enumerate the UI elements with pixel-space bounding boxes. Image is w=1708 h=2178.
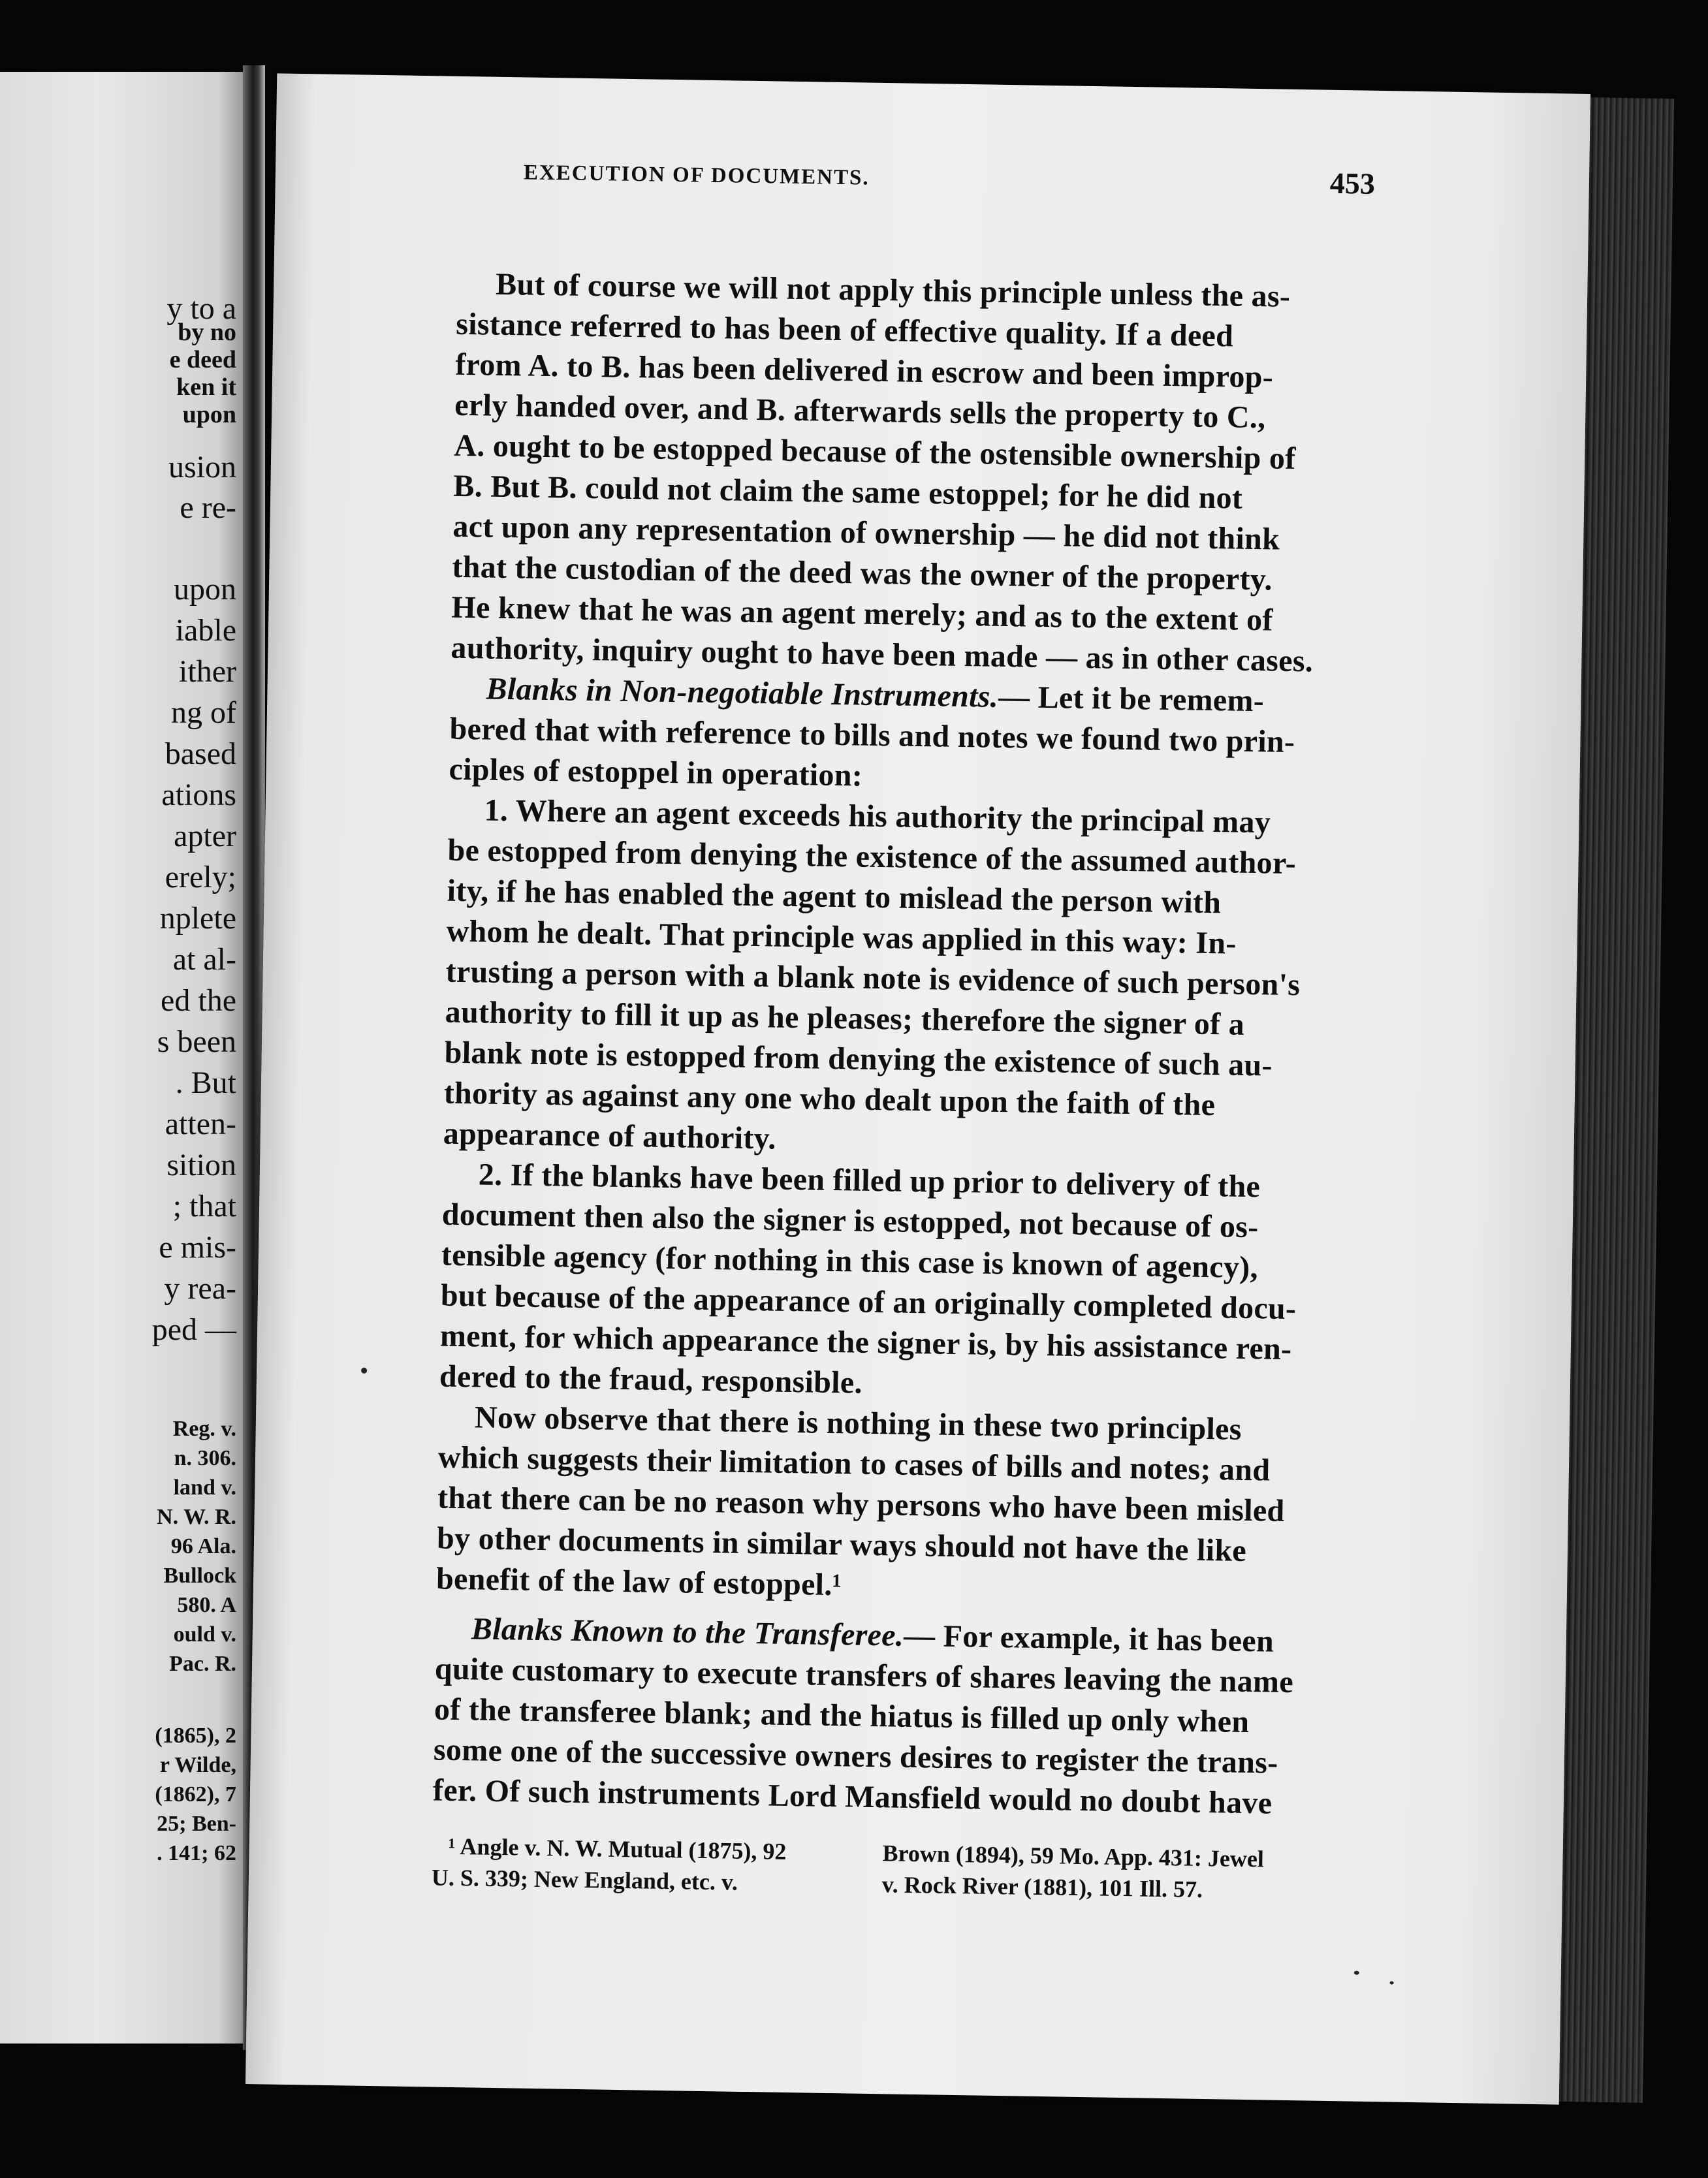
body-line: erly handed over, and B. afterwards sells the property to C., xyxy=(454,387,1266,435)
body-line: ciples of estoppel in operation: xyxy=(449,751,863,793)
left-page-line: s been xyxy=(157,1024,236,1059)
left-page-note-line: Pac. R. xyxy=(169,1652,236,1676)
body-line: benefit of the law of estoppel.¹ xyxy=(435,1561,842,1603)
body-line: that there can be no reason why persons who have been misled xyxy=(437,1480,1285,1528)
scan-speck xyxy=(361,1368,367,1374)
body-line: He knew that he was an agent merely; and as to the extent of xyxy=(451,590,1274,638)
left-page-line: y rea- xyxy=(164,1271,236,1306)
body-line: thority as against any one who dealt upon the faith of the xyxy=(443,1075,1216,1123)
left-page-line: upon xyxy=(174,572,236,607)
body-line: authority, inquiry ought to have been made — as in other cases. xyxy=(451,630,1314,679)
left-page-line: based xyxy=(165,736,236,771)
body-line: 2. If the blanks have been filled up prior to delivery of the xyxy=(478,1157,1261,1205)
left-page-line: atten- xyxy=(165,1107,236,1141)
body-line: be estopped from denying the existence of the assumed author- xyxy=(447,832,1297,881)
section-heading: Blanks Known to the Transferee. xyxy=(471,1611,904,1653)
left-page-line: nplete xyxy=(159,901,236,936)
body-line: authority to fill it up as he pleases; therefore the signer of a xyxy=(445,994,1245,1042)
left-page-line: usion xyxy=(168,450,236,484)
left-page-note-line: . 141; 62 xyxy=(157,1841,236,1865)
body-line: which suggests their limitation to cases of bills and notes; and xyxy=(437,1440,1271,1488)
left-page-line: apter xyxy=(174,819,236,853)
left-page-note-line: (1865), 2 xyxy=(155,1724,236,1748)
left-page-line: e re- xyxy=(180,490,236,525)
body-line: blank note is estopped from denying the existence of such au- xyxy=(444,1035,1273,1083)
left-page-line: erely; xyxy=(165,860,236,894)
footnote-line: Brown (1894), 59 Mo. App. 431: Jewel xyxy=(882,1840,1265,1872)
left-page-note-line: (1862), 7 xyxy=(155,1782,236,1807)
body-line: by other documents in similar ways should not have the like xyxy=(436,1521,1247,1568)
body-line: trusting a person with a blank note is evidence of such person's xyxy=(445,954,1301,1003)
heading-line-rest: — Let it be remem- xyxy=(998,679,1265,719)
scan-speck xyxy=(1390,1981,1394,1985)
left-page-note-line: n. 306. xyxy=(174,1446,236,1470)
left-page-line: ither xyxy=(179,654,236,689)
left-page-line: by no xyxy=(178,319,236,346)
left-facing-page xyxy=(0,72,243,2044)
body-line: Now observe that there is nothing in these two principles xyxy=(474,1400,1242,1447)
left-page-line: e mis- xyxy=(159,1230,236,1265)
body-line: that the custodian of the deed was the owner of the property. xyxy=(452,549,1273,597)
body-line: of the transferee blank; and the hiatus is filled up only when xyxy=(434,1692,1250,1740)
footnote-line: v. Rock River (1881), 101 Ill. 57. xyxy=(881,1871,1203,1902)
body-line: ity, if he has enabled the agent to mislead the person with xyxy=(447,873,1222,921)
left-page-line: y to a xyxy=(166,291,236,326)
left-page-note-line: r Wilde, xyxy=(159,1753,236,1777)
left-page-note-line: N. W. R. xyxy=(157,1505,236,1529)
body-line: dered to the fraud, responsible. xyxy=(439,1359,863,1400)
body-line: But of course we will not apply this principle unless the as- xyxy=(495,266,1291,314)
left-page-line: e deed xyxy=(169,346,236,373)
body-line: act upon any representation of ownership — he did not think xyxy=(452,509,1280,557)
heading-line-rest: — For example, it has been xyxy=(903,1618,1274,1659)
body-line: bered that with reference to bills and notes we found two prin- xyxy=(449,711,1295,759)
body-line: ment, for which appearance the signer is, by his assistance ren- xyxy=(439,1318,1292,1367)
scan-speck xyxy=(1354,1971,1359,1975)
body-line: from A. to B. has been delivered in escrow and been improp- xyxy=(454,347,1274,395)
body-line: quite customary to execute transfers of shares leaving the name xyxy=(434,1651,1294,1700)
body-line: fer. Of such instruments Lord Mansfield would no doubt have xyxy=(432,1773,1273,1821)
left-page-line: ed the xyxy=(161,983,236,1018)
left-page-line: ng of xyxy=(171,695,236,730)
footnote-line: U. S. 339; New England, etc. v. xyxy=(431,1864,738,1895)
left-page-line: ken it xyxy=(176,373,236,401)
left-page-note-line: 96 Ala. xyxy=(170,1534,236,1558)
main-page xyxy=(245,73,1590,2104)
body-line: 1. Where an agent exceeds his authority the principal may xyxy=(484,793,1271,840)
left-page-line: ; that xyxy=(172,1189,236,1223)
body-line: but because of the appearance of an originally completed docu- xyxy=(440,1278,1297,1327)
left-page-note-line: ould v. xyxy=(173,1622,236,1647)
body-line: some one of the successive owners desires to register the trans- xyxy=(433,1732,1278,1780)
left-page-line: ped — xyxy=(151,1312,236,1347)
left-page-line: ations xyxy=(161,778,236,812)
left-page-note-line: Bullock xyxy=(163,1564,236,1588)
left-page-line: iable xyxy=(175,613,236,648)
body-line: tensible agency (for nothing in this case is known of agency), xyxy=(441,1237,1259,1286)
left-page-note-line: 25; Ben- xyxy=(157,1812,236,1836)
left-page-note-line: land v. xyxy=(173,1476,236,1500)
section-heading: Blanks in Non-negotiable Instruments. xyxy=(486,671,999,714)
left-page-note-line: Reg. v. xyxy=(172,1417,236,1441)
body-line: A. ought to be estopped because of the ostensible ownership of xyxy=(453,428,1296,476)
left-page-line: upon xyxy=(182,401,236,428)
page-number: 453 xyxy=(1329,166,1376,200)
left-page-line: sition xyxy=(166,1148,236,1182)
footnote-line: ¹ Angle v. N. W. Mutual (1875), 92 xyxy=(448,1833,787,1865)
body-line: sistance referred to has been of effective quality. If a deed xyxy=(455,306,1234,354)
left-page-line: . But xyxy=(175,1065,236,1100)
body-line: document then also the signer is estopped, not because of os- xyxy=(441,1197,1259,1245)
left-page-line: at al- xyxy=(172,942,236,977)
running-head: EXECUTION OF DOCUMENTS. xyxy=(523,161,870,190)
heading-line-non-negotiable xyxy=(486,671,1264,719)
heading-line-transferee xyxy=(471,1611,1274,1659)
body-line: B. But B. could not claim the same estoppel; for he did not xyxy=(453,468,1243,516)
left-page-note-line: 580. A xyxy=(177,1593,236,1617)
body-line: whom he dealt. That principle was applied in this way: In- xyxy=(446,913,1237,961)
body-line: appearance of authority. xyxy=(443,1116,777,1156)
